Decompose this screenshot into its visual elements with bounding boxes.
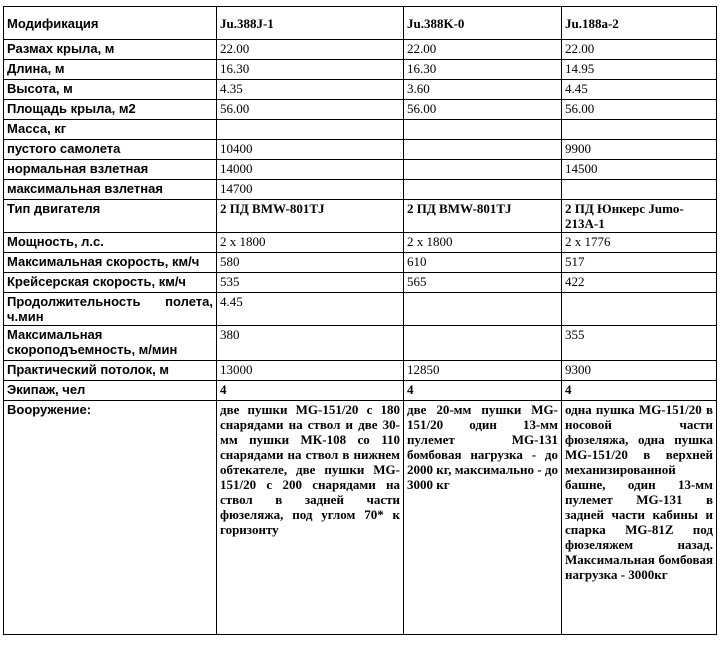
value-cell: 3.60 xyxy=(404,80,562,100)
header-cell-ju388k0: Ju.388K-0 xyxy=(404,7,562,40)
row-label: Размах крыла, м xyxy=(4,40,217,60)
value-cell: 56.00 xyxy=(217,100,404,120)
specifications-table xyxy=(3,6,717,635)
table-row-crew xyxy=(4,381,717,401)
row-label: пустого самолета xyxy=(4,140,217,160)
value-cell xyxy=(562,293,717,326)
value-cell: 56.00 xyxy=(562,100,717,120)
row-label: Экипаж, чел xyxy=(4,381,217,401)
value-cell xyxy=(404,180,562,200)
value-cell: 14700 xyxy=(217,180,404,200)
table-row-flight-duration xyxy=(4,293,717,326)
value-cell: 16.30 xyxy=(404,60,562,80)
table-row-cruise-speed xyxy=(4,273,717,293)
value-cell: 2 x 1800 xyxy=(404,233,562,253)
row-label: максимальная взлетная xyxy=(4,180,217,200)
value-cell: 565 xyxy=(404,273,562,293)
value-cell xyxy=(404,326,562,361)
table-row-engine-type xyxy=(4,200,717,233)
table-row-climb-rate xyxy=(4,326,717,361)
value-cell: 16.30 xyxy=(217,60,404,80)
header-cell-ju388j1: Ju.388J-1 xyxy=(217,7,404,40)
value-cell: 422 xyxy=(562,273,717,293)
value-cell: 2 ПД BMW-801TJ xyxy=(217,200,404,233)
value-cell xyxy=(404,120,562,140)
value-cell: 12850 xyxy=(404,361,562,381)
table-row-wing-area xyxy=(4,100,717,120)
table-row-max-takeoff-mass xyxy=(4,180,717,200)
value-cell: 2 x 1776 xyxy=(562,233,717,253)
armament-cell: одна пушка MG-151/20 в носовой части фюзеляжа, одна пушка MG-151/20 в верхней механизированной башне, один 13-мм пулемет MG-131 в задней части кабины и спарка MG-81Z под фюзеляжем назад. Максимальная бомбовая нагрузка - 3000кг xyxy=(562,401,717,635)
value-cell: 13000 xyxy=(217,361,404,381)
value-cell: 22.00 xyxy=(404,40,562,60)
value-cell: 2 ПД BMW-801TJ xyxy=(404,200,562,233)
value-cell xyxy=(404,140,562,160)
value-cell: 4 xyxy=(217,381,404,401)
value-cell: 22.00 xyxy=(562,40,717,60)
table-row-ceiling xyxy=(4,361,717,381)
table-row-power xyxy=(4,233,717,253)
row-label: Высота, м xyxy=(4,80,217,100)
row-label: Масса, кг xyxy=(4,120,217,140)
armament-cell: две 20-мм пушки MG-151/20 один 13-мм пулемет MG-131 бомбовая нагрузка - до 2000 кг, максимально - до 3000 кг xyxy=(404,401,562,635)
value-cell: 380 xyxy=(217,326,404,361)
value-cell: 517 xyxy=(562,253,717,273)
row-label: Продолжительность полета, ч.мин xyxy=(4,293,217,326)
value-cell: 9900 xyxy=(562,140,717,160)
value-cell: 9300 xyxy=(562,361,717,381)
row-label: Тип двигателя xyxy=(4,200,217,233)
row-label: Максимальная скорость, км/ч xyxy=(4,253,217,273)
table-row-normal-takeoff-mass xyxy=(4,160,717,180)
row-label: Крейсерская скорость, км/ч xyxy=(4,273,217,293)
value-cell: 14000 xyxy=(217,160,404,180)
value-cell xyxy=(562,180,717,200)
value-cell: 14500 xyxy=(562,160,717,180)
table-header-row xyxy=(4,7,717,40)
value-cell: 4.45 xyxy=(562,80,717,100)
value-cell: 22.00 xyxy=(217,40,404,60)
table-row-armament xyxy=(4,401,717,635)
value-cell: 14.95 xyxy=(562,60,717,80)
value-cell xyxy=(404,293,562,326)
value-cell: 4 xyxy=(404,381,562,401)
header-cell-modification: Модификация xyxy=(4,7,217,40)
row-label: нормальная взлетная xyxy=(4,160,217,180)
value-cell: 4.45 xyxy=(217,293,404,326)
row-label: Вооружение: xyxy=(4,401,217,635)
table-row-length xyxy=(4,60,717,80)
value-cell: 2 x 1800 xyxy=(217,233,404,253)
row-label: Максимальная скороподъемность, м/мин xyxy=(4,326,217,361)
value-cell: 56.00 xyxy=(404,100,562,120)
value-cell: 4.35 xyxy=(217,80,404,100)
value-cell: 10400 xyxy=(217,140,404,160)
value-cell: 610 xyxy=(404,253,562,273)
value-cell: 355 xyxy=(562,326,717,361)
header-cell-ju188a2: Ju.188a-2 xyxy=(562,7,717,40)
armament-cell: две пушки MG-151/20 с 180 снарядами на ствол и две 30-мм пушки МК-108 со 110 снарядами на ствол в нижнем обтекателе, две пушки MG-151/20 с 200 снарядами на ствол в задней части фюзеляжа, под углом 70* к горизонту xyxy=(217,401,404,635)
value-cell: 580 xyxy=(217,253,404,273)
value-cell: 535 xyxy=(217,273,404,293)
table-row-max-speed xyxy=(4,253,717,273)
row-label: Длина, м xyxy=(4,60,217,80)
row-label: Площадь крыла, м2 xyxy=(4,100,217,120)
table-row-height xyxy=(4,80,717,100)
value-cell xyxy=(562,120,717,140)
value-cell: 2 ПД Юнкерс Jumo-213A-1 xyxy=(562,200,717,233)
table-row-wingspan xyxy=(4,40,717,60)
value-cell: 4 xyxy=(562,381,717,401)
value-cell xyxy=(217,120,404,140)
row-label: Мощность, л.с. xyxy=(4,233,217,253)
row-label: Практический потолок, м xyxy=(4,361,217,381)
table-row-mass xyxy=(4,120,717,140)
value-cell xyxy=(404,160,562,180)
table-row-empty-mass xyxy=(4,140,717,160)
